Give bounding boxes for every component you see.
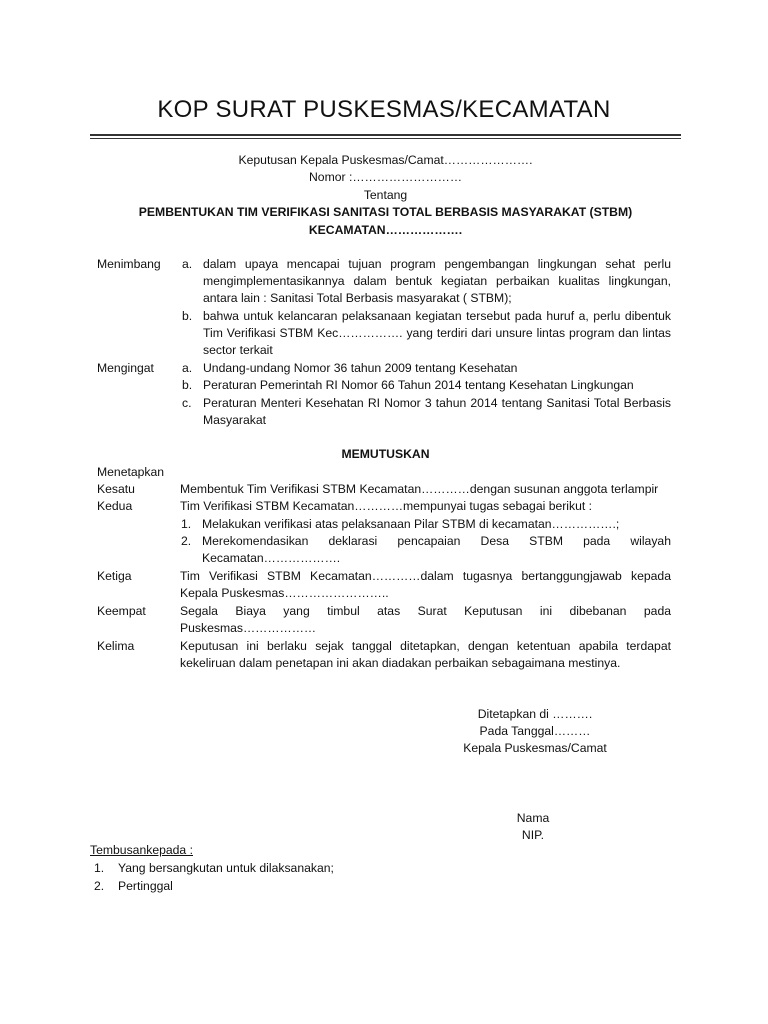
about-label: Tentang	[363, 188, 408, 202]
list-marker: 1.	[94, 861, 105, 875]
list-item-text: dalam upaya mencapai tujuan program pengembangan lingkungan sehat perlu mengimplementasikannya dalam bentuk kegiatan perbaikan kualitas lingkungan, antara lain : Sanitasi Total Berbasis masyarakat ( STBM);	[203, 257, 671, 305]
kelima-label: Kelima	[97, 639, 135, 653]
kesatu-label: Kesatu	[97, 482, 135, 496]
decision-title-line-2: KECAMATAN……………….	[308, 223, 463, 237]
menimbang-label: Menimbang	[97, 257, 161, 271]
list-item-text: Merekomendasikan deklarasi pencapaian Desa STBM pada wilayah Kecamatan……………….	[202, 534, 671, 565]
decision-number: Nomor :………………………	[308, 170, 463, 184]
keempat-text: Segala Biaya yang timbul atas Surat Keputusan ini dibebanan pada Puskesmas………………	[180, 604, 671, 635]
kedua-label: Kedua	[97, 499, 133, 513]
pada-tanggal: Pada Tanggal………	[479, 724, 591, 738]
signatory-title: Kepala Puskesmas/Camat	[463, 741, 607, 755]
memutuskan-heading: MEMUTUSKAN	[341, 447, 430, 461]
tembusan-heading: Tembusankepada :	[90, 843, 193, 857]
mengingat-item-b	[182, 377, 671, 394]
list-item-text: Peraturan Menteri Kesehatan RI Nomor 3 tahun 2014 tentang Sanitasi Total Berbasis Masyarakat	[203, 396, 671, 427]
list-marker: a.	[182, 257, 193, 271]
mengingat-item-a	[182, 360, 671, 377]
signatory-nip: NIP.	[521, 828, 545, 842]
tembusan-item-1	[94, 860, 334, 877]
list-item-text: Peraturan Pemerintah RI Nomor 66 Tahun 2014 tentang Kesehatan Lingkungan	[203, 378, 634, 392]
kedua-text: Tim Verifikasi STBM Kecamatan…………mempunyai tugas sebagai berikut :	[180, 499, 593, 513]
decision-issuer: Keputusan Kepala Puskesmas/Camat………………….	[238, 153, 533, 167]
signatory-name: Nama	[516, 811, 550, 825]
menetapkan-label: Menetapkan	[97, 465, 165, 479]
list-item-text: Melakukan verifikasi atas pelaksanaan Pilar STBM di kecamatan…………….;	[202, 517, 620, 531]
kelima-text: Keputusan ini berlaku sejak tanggal ditetapkan, dengan ketentuan apabila terdapat kekeliruan dalam penetapan ini akan diadakan perbaikan sebagaimana mestinya.	[180, 639, 671, 670]
kedua-item-1	[181, 516, 671, 533]
kesatu-text: Membentuk Tim Verifikasi STBM Kecamatan…………dengan susunan anggota terlampir	[180, 482, 659, 496]
menimbang-item-a	[182, 256, 671, 307]
tembusan-item-2	[94, 878, 173, 895]
decision-title-line-1: PEMBENTUKAN TIM VERIFIKASI SANITASI TOTAL BERBASIS MASYARAKAT (STBM)	[138, 205, 633, 219]
ketiga-label: Ketiga	[97, 569, 132, 583]
keempat-label: Keempat	[97, 604, 146, 618]
list-marker: 2.	[94, 879, 105, 893]
list-marker: c.	[182, 396, 192, 410]
mengingat-item-c	[182, 395, 671, 429]
kedua-item-2	[181, 533, 671, 567]
list-marker: 2.	[181, 534, 192, 548]
list-marker: 1.	[181, 517, 192, 531]
ditetapkan-di: Ditetapkan di ……….	[477, 707, 593, 721]
letterhead-divider	[90, 134, 681, 139]
menimbang-item-b	[182, 308, 671, 359]
list-marker: a.	[182, 361, 193, 375]
list-item-text: Pertinggal	[118, 879, 173, 893]
list-item-text: Undang-undang Nomor 36 tahun 2009 tentang Kesehatan	[203, 361, 518, 375]
list-marker: b.	[182, 309, 193, 323]
mengingat-label: Mengingat	[97, 361, 154, 375]
letterhead-title: KOP SURAT PUSKESMAS/KECAMATAN	[157, 96, 611, 123]
list-marker: b.	[182, 378, 193, 392]
list-item-text: bahwa untuk kelancaran pelaksanaan kegiatan tersebut pada huruf a, perlu dibentuk Tim Verifikasi STBM Kec……………. yang terdiri dari unsure lintas program dan lintas sector terkait	[203, 309, 671, 357]
ketiga-text: Tim Verifikasi STBM Kecamatan…………dalam tugasnya bertanggungjawab kepada Kepala Puskesmas……………………..	[180, 569, 671, 600]
list-item-text: Yang bersangkutan untuk dilaksanakan;	[118, 861, 334, 875]
